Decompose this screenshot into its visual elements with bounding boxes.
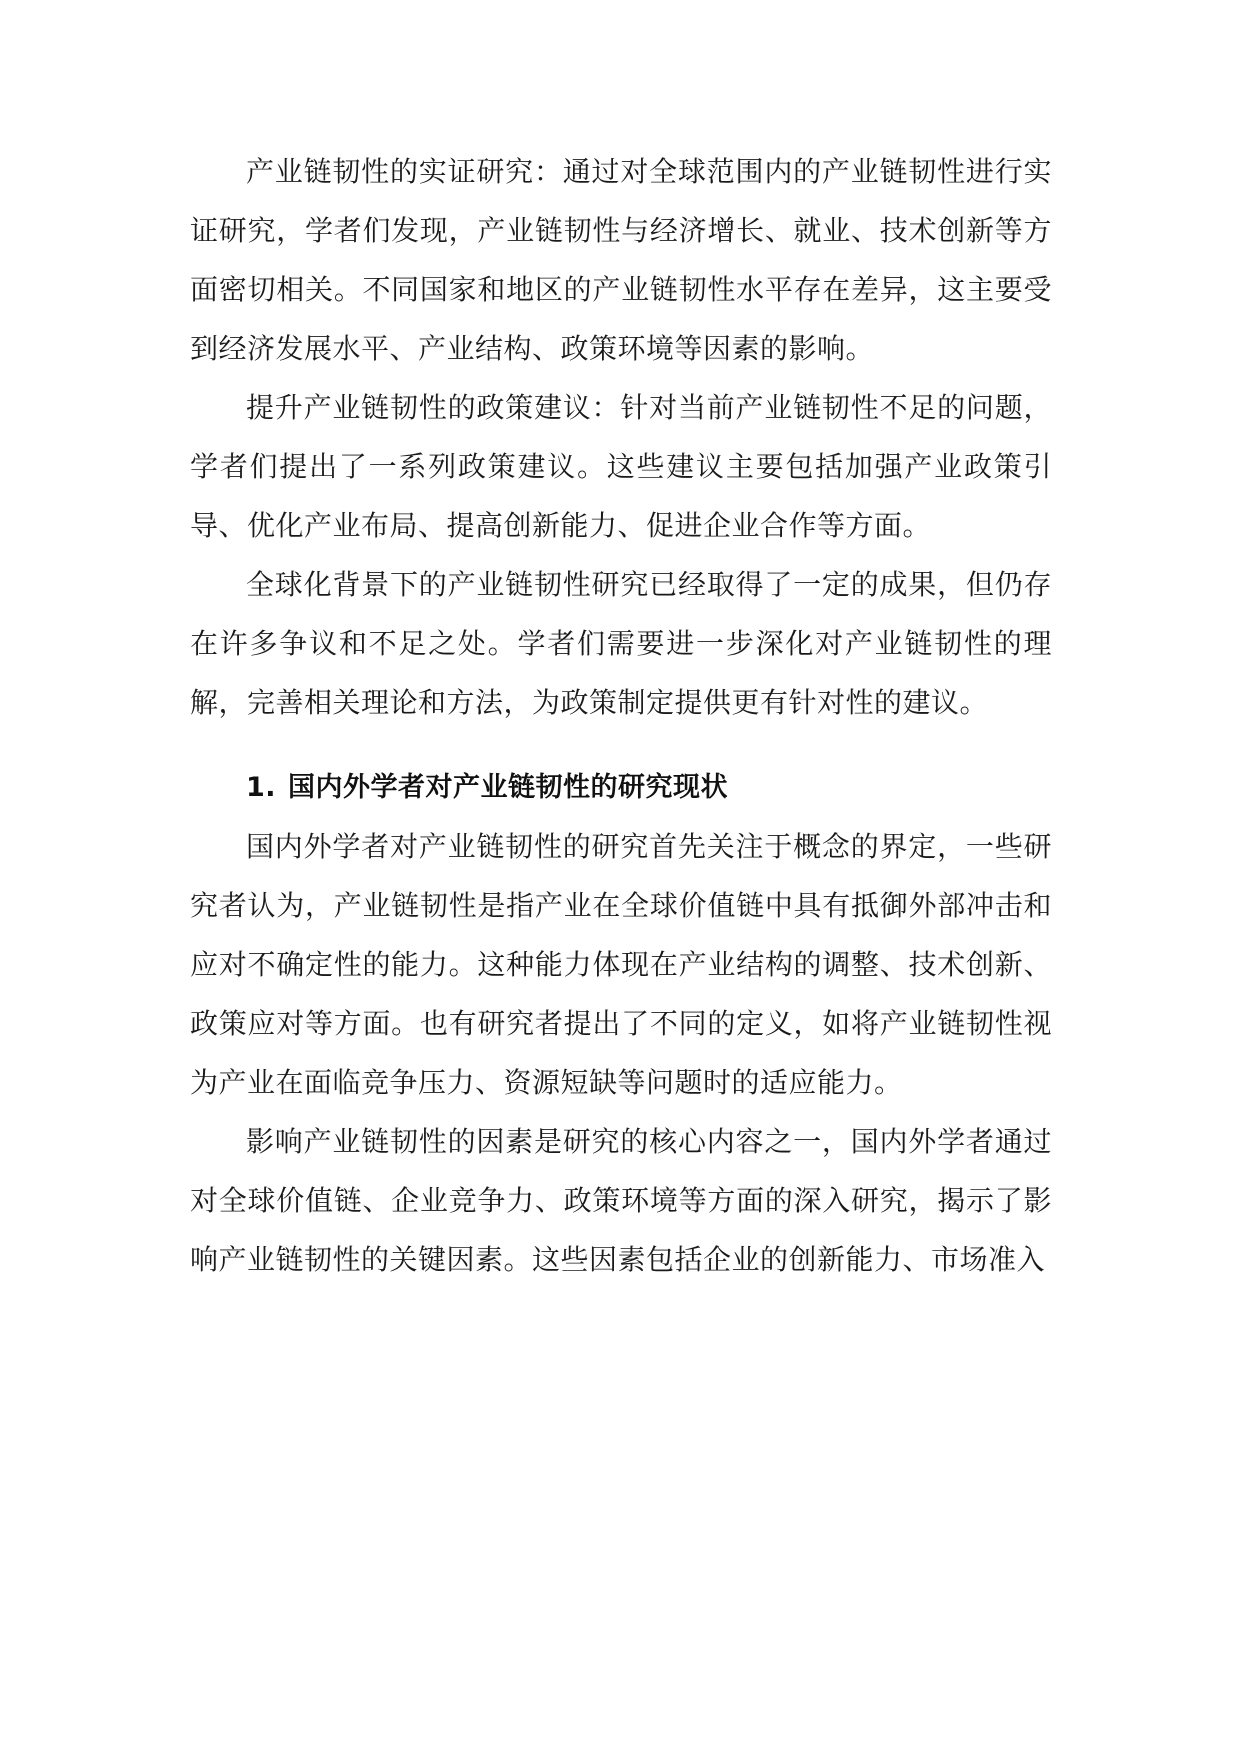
document-body [190, 142, 1052, 1289]
section-title: 国内外学者对产业链韧性的研究现状 [288, 772, 728, 803]
paragraph-empirical-research: 产业链韧性的实证研究：通过对全球范围内的产业链韧性进行实证研究，学者们发现，产业链韧性与经济增长、就业、技术创新等方面密切相关。不同国家和地区的产业链韧性水平存在差异，这主要受到经济发展水平、产业结构、政策环境等因素的影响。 [190, 155, 1052, 365]
section-heading [190, 758, 1052, 817]
section-number: 1. [246, 772, 277, 803]
paragraph-influencing-factors: 影响产业链韧性的因素是研究的核心内容之一，国内外学者通过对全球价值链、企业竞争力、政策环境等方面的深入研究，揭示了影响产业链韧性的关键因素。这些因素包括企业的创新能力、市场准入 [190, 1125, 1052, 1276]
paragraph-policy-suggestions: 提升产业链韧性的政策建议：针对当前产业链韧性不足的问题，学者们提出了一系列政策建议。这些建议主要包括加强产业政策引导、优化产业布局、提高创新能力、促进企业合作等方面。 [190, 391, 1052, 542]
paragraph-summary: 全球化背景下的产业链韧性研究已经取得了一定的成果，但仍存在许多争议和不足之处。学者们需要进一步深化对产业链韧性的理解，完善相关理论和方法，为政策制定提供更有针对性的建议。 [190, 568, 1052, 719]
paragraph-concept-definition: 国内外学者对产业链韧性的研究首先关注于概念的界定，一些研究者认为，产业链韧性是指产业在全球价值链中具有抵御外部冲击和应对不确定性的能力。这种能力体现在产业结构的调整、技术创新、政策应对等方面。也有研究者提出了不同的定义，如将产业链韧性视为产业在面临竞争压力、资源短缺等问题时的适应能力。 [190, 830, 1052, 1099]
